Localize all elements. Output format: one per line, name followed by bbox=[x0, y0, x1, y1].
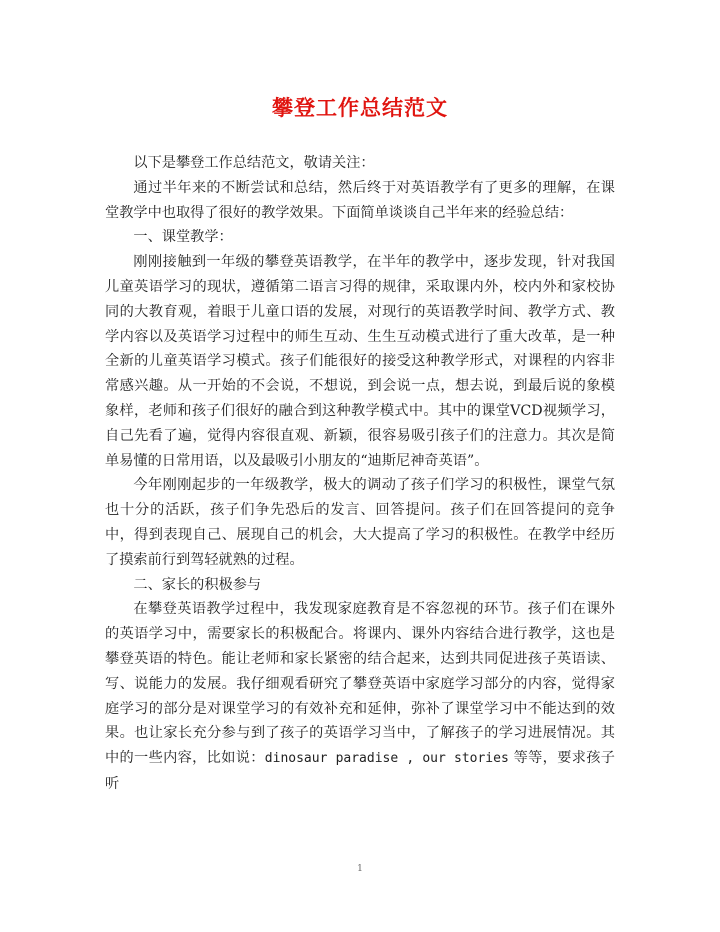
document-body bbox=[105, 151, 615, 797]
paragraph-summary: 通过半年来的不断尝试和总结，然后终于对英语教学有了更多的理解，在课堂教学中也取得了很好的教学效果。下面简单谈谈自己半年来的经验总结： bbox=[105, 179, 615, 221]
section-heading-classroom: 一、课堂教学： bbox=[133, 229, 233, 246]
section-heading-parents: 二、家长的积极参与 bbox=[133, 576, 262, 593]
paragraph-classroom: 刚刚接触到一年级的攀登英语教学，在半年的教学中，逐步发现，针对我国儿童英语学习的现状，遵循第二语言习得的规律，采取课内外，校内外和家校协同的大教育观，着眼于儿童口语的发展，对现行的英语教学时间、教学方式、教学内容以及英语学习过程中的师生互动、生生互动模式进行了重大改革，是一种全新的儿童英语学习模式。孩子们能很好的接受这种教学形式，对课程的内容非常感兴趣。从一开始的不会说，不想说，到会说一点，想去说，到最后说的象模象样，老师和孩子们很好的融合到这种教学模式中。其中的课堂VCD视频学习，自己先看了遍，觉得内容很直观、新颖，很容易吸引孩子们的注意力。其次是简单易懂的日常用语，以及最吸引小朋友的“迪斯尼神奇英语”。 bbox=[105, 254, 615, 469]
page-number: 1 bbox=[357, 864, 363, 874]
paragraph-first-grade: 今年刚刚起步的一年级教学，极大的调动了孩子们学习的积极性，课堂气氛也十分的活跃，孩子们争先恐后的发言、回答提问。孩子们在回答提问的竞争中，得到表现自己、展现自己的机会，大大提高了学习的积极性。在教学中经历了摸索前行到驾轻就熟的过程。 bbox=[105, 477, 615, 568]
paragraph-intro: 以下是攀登工作总结范文，敬请关注： bbox=[133, 155, 375, 171]
paragraph-parents bbox=[105, 597, 615, 796]
inline-english-text: dinosaur paradise , our stories bbox=[264, 751, 509, 767]
paragraph-parents-tail: 等等，要求孩子听 bbox=[105, 750, 615, 792]
paragraph-parents-text: 在攀登英语教学过程中，我发现家庭教育是不容忽视的环节。孩子们在课外的英语学习中，需要家长的积极配合。将课内、课外内容结合进行教学，这也是攀登英语的特色。能让老师和家长紧密的结合起来，达到共同促进孩子英语读、写、说能力的发展。我仔细观看研究了攀登英语中家庭学习部分的内容，觉得家庭学习的部分是对课堂学习的有效补充和延伸，弥补了课堂学习中不能达到的效果。也让家长充分参与到了孩子的英语学习当中，了解孩子的学习进展情况。其中的一些内容，比如说： bbox=[105, 601, 615, 767]
document-title: 攀登工作总结范文 bbox=[272, 95, 448, 120]
